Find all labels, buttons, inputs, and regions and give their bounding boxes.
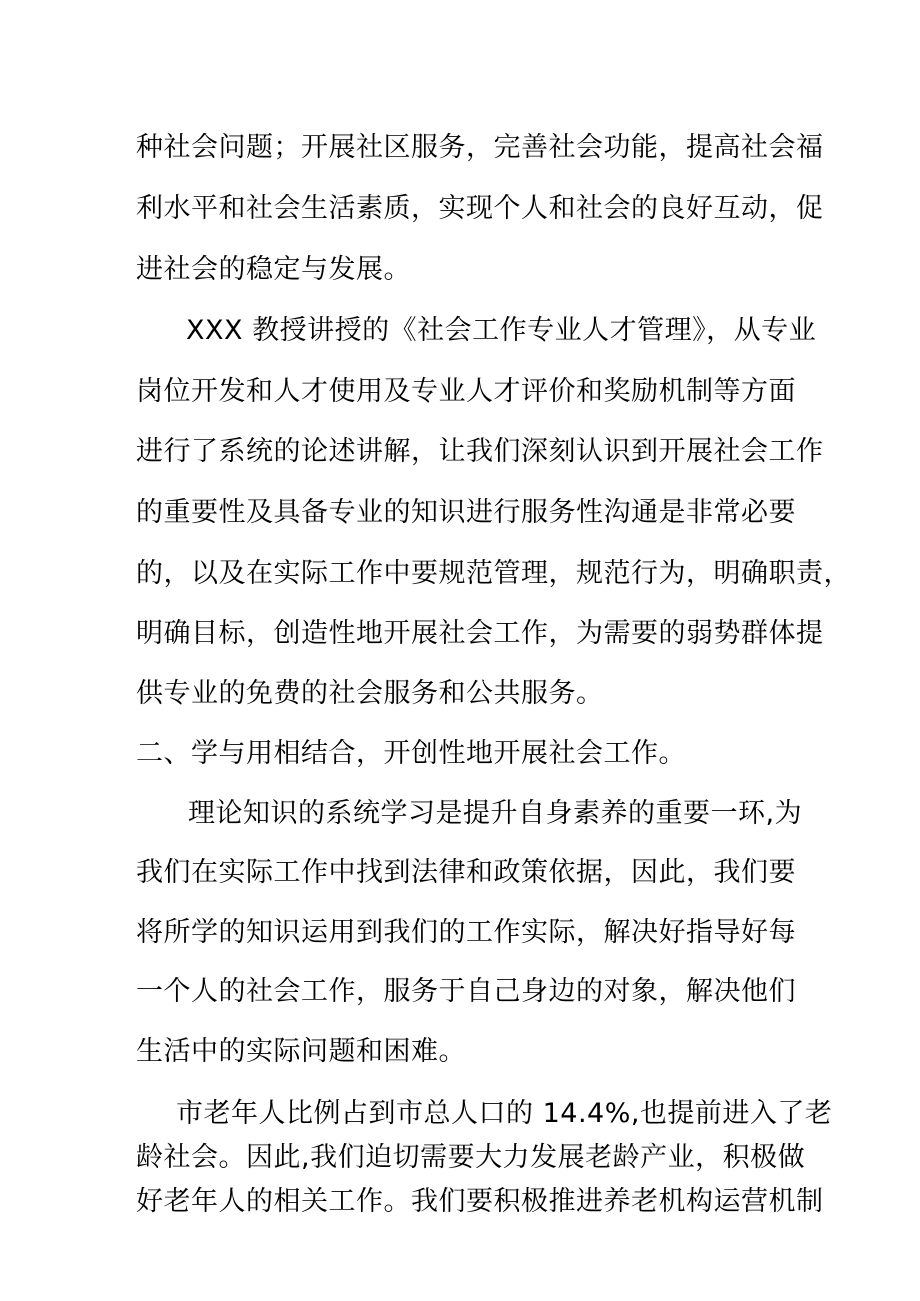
paragraph-line: 龄社会。因此,我们迫切需要大力发展老龄产业，积极做 [136, 1142, 806, 1173]
paragraph-line: 生活中的实际问题和困难。 [136, 1036, 466, 1067]
paragraph-line: 进社会的稳定与发展。 [136, 254, 411, 285]
paragraph-line: 利水平和社会生活素质，实现个人和社会的良好互动，促 [136, 193, 824, 224]
paragraph-line: 理论知识的系统学习是提升自身素养的重要一环,为 [188, 798, 803, 829]
section-heading: 二、学与用相结合，开创性地开展社会工作。 [136, 738, 686, 769]
paragraph-line: 进行了系统的论述讲解，让我们深刻认识到开展社会工作 [136, 436, 824, 467]
paragraph-line: 明确目标，创造性地开展社会工作，为需要的弱势群体提 [136, 618, 824, 649]
paragraph-line: 一个人的社会工作，服务于自己身边的对象，解决他们 [136, 976, 796, 1007]
paragraph-line: 好老年人的相关工作。我们要积极推进养老机构运营机制 [136, 1186, 824, 1217]
paragraph-line: 供专业的免费的社会服务和公共服务。 [136, 678, 604, 709]
paragraph-line: 种社会问题；开展社区服务，完善社会功能，提高社会福 [136, 132, 824, 163]
paragraph-line: 市老年人比例占到市总人口的 14.4%,也提前进入了老 [176, 1098, 833, 1129]
paragraph-line: 的重要性及具备专业的知识进行服务性沟通是非常必要 [136, 497, 796, 528]
paragraph-line: 将所学的知识运用到我们的工作实际，解决好指导好每 [136, 917, 796, 948]
paragraph-line: XXX 教授讲授的《社会工作专业人才管理》，从专业 [186, 315, 817, 346]
paragraph-line: 的，以及在实际工作中要规范管理，规范行为，明确职责， [136, 558, 851, 589]
paragraph-line: 我们在实际工作中找到法律和政策依据，因此，我们要 [136, 857, 796, 888]
paragraph-line: 岗位开发和人才使用及专业人才评价和奖励机制等方面 [136, 376, 796, 407]
